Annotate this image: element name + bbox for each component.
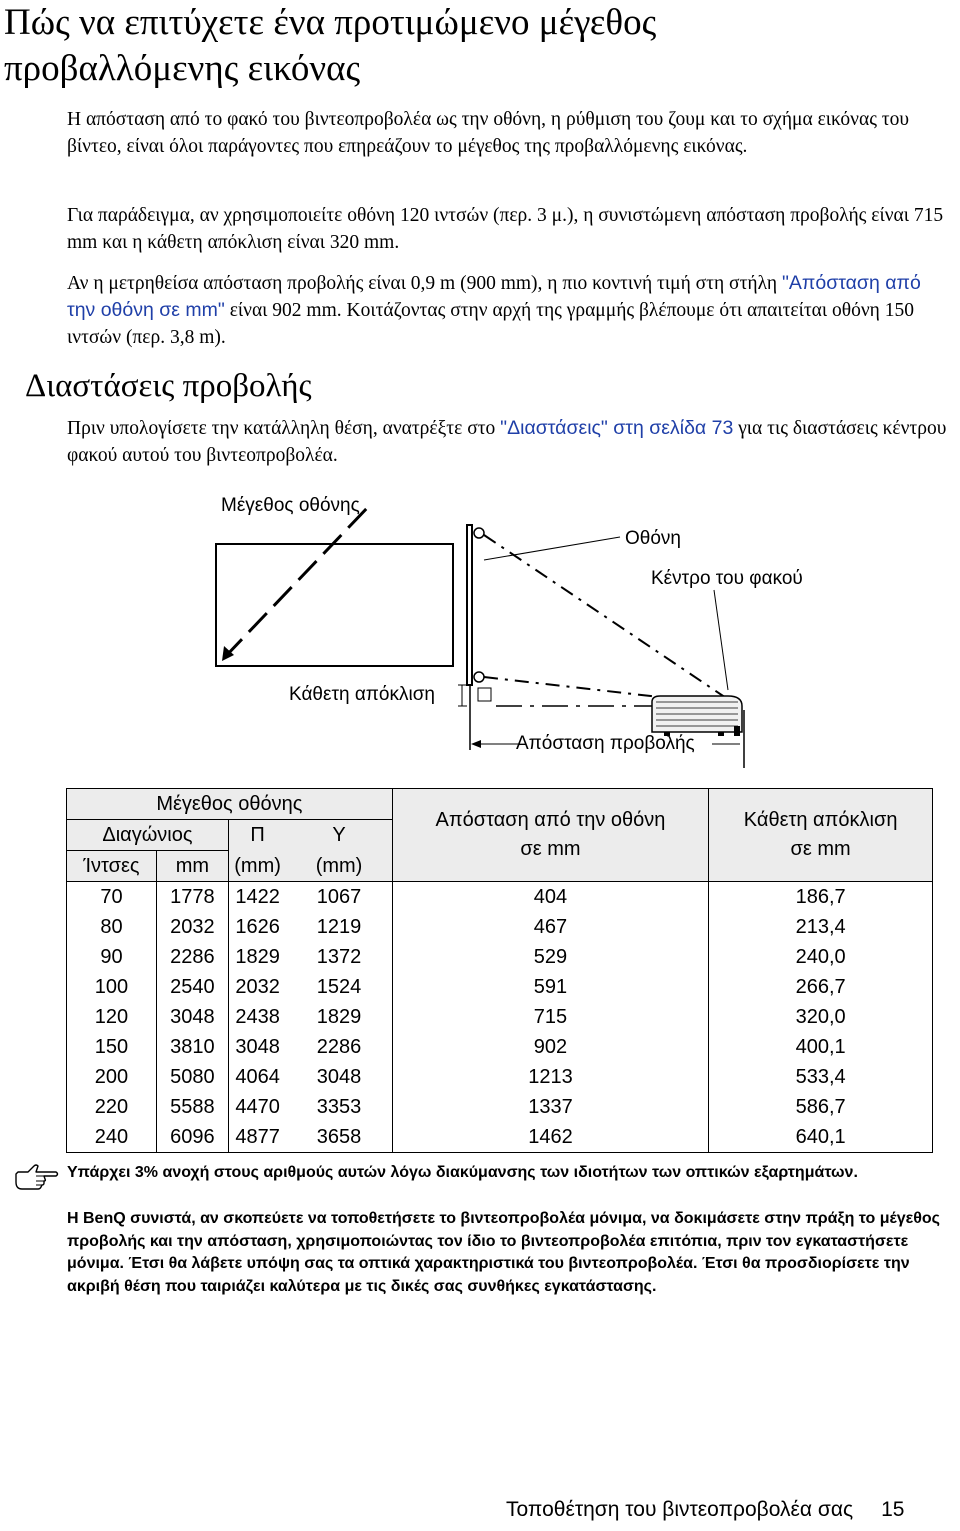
screen-side-view [467, 525, 472, 685]
cell-width: 2438 [228, 1002, 286, 1032]
section-paragraph [67, 415, 947, 469]
screen-leader-line [484, 537, 620, 560]
screen-diagonal-line [224, 506, 369, 658]
screen-label: Οθόνη [625, 528, 681, 549]
lens-center-leader-line [714, 590, 728, 690]
cell-width: 4064 [228, 1062, 286, 1092]
cell-mm: 2286 [156, 942, 228, 972]
cell-mm: 5080 [156, 1062, 228, 1092]
page-footer [506, 1496, 904, 1524]
cell-distance: 715 [392, 1002, 709, 1032]
header-height-unit: (mm) [286, 851, 392, 882]
table-row [67, 912, 933, 942]
cell-inches: 90 [67, 942, 157, 972]
cell-inches: 70 [67, 882, 157, 913]
cell-mm: 2032 [156, 912, 228, 942]
header-distance-line-2: σε mm [520, 838, 581, 860]
header-offset-line-2: σε mm [790, 838, 851, 860]
header-inches: Ίντσες [67, 851, 157, 882]
cell-offset: 533,4 [709, 1062, 933, 1092]
cell-mm: 1778 [156, 882, 228, 913]
page-title-line-1: Πώς να επιτύχετε ένα προτιμώμενο μέγεθος [4, 2, 657, 43]
footer-section-title: Τοποθέτηση του βιντεοπροβολέα σας [506, 1498, 854, 1521]
distance-arrow-left [471, 740, 481, 748]
cell-mm: 5588 [156, 1092, 228, 1122]
header-width-unit: (mm) [228, 851, 286, 882]
offset-right-angle [478, 688, 491, 701]
cell-height: 1524 [286, 972, 392, 1002]
cell-mm: 6096 [156, 1122, 228, 1153]
cell-mm: 3048 [156, 1002, 228, 1032]
cell-offset: 640,1 [709, 1122, 933, 1153]
cell-width: 4877 [228, 1122, 286, 1153]
cell-height: 1829 [286, 1002, 392, 1032]
cell-distance: 1337 [392, 1092, 709, 1122]
cell-inches: 100 [67, 972, 157, 1002]
note-tolerance: Υπάρχει 3% ανοχή στους αριθμούς αυτών λόγω διακύμανσης των ιδιοτήτων των οπτικών εξαρτημάτων. [67, 1164, 858, 1181]
cell-inches: 200 [67, 1062, 157, 1092]
cell-distance: 902 [392, 1032, 709, 1062]
cell-offset: 586,7 [709, 1092, 933, 1122]
table-row [67, 972, 933, 1002]
header-mm: mm [156, 851, 228, 882]
cell-height: 1219 [286, 912, 392, 942]
header-distance-line-1: Απόσταση από την οθόνη [435, 809, 666, 831]
cell-distance: 404 [392, 882, 709, 913]
table-row [67, 1062, 933, 1092]
section-paragraph-end: για τις διαστάσεις κέντρου φακού αυτού του βιντεοπροβολέα. [67, 418, 947, 466]
intro-paragraph-3-end: είναι 902 mm. Κοιτάζοντας στην αρχή της γραμμής βλέπουμε ότι απαιτείται οθόνη 150 ιντσών (περ. 3,8 m). [67, 300, 915, 348]
intro-paragraph-1: Η απόσταση από το φακό του βιντεοπροβολέα ως την οθόνη, η ρύθμιση του ζουμ και το σχήμα εικόνας του βίντεο, είναι όλοι παράγοντες που επηρεάζουν το μέγεθος της προβαλλόμενης εικόνας. [67, 109, 910, 157]
cell-width: 2032 [228, 972, 286, 1002]
cell-distance: 1462 [392, 1122, 709, 1153]
cell-inches: 80 [67, 912, 157, 942]
cell-width: 4470 [228, 1092, 286, 1122]
intro-paragraph-3 [67, 270, 947, 351]
screen-bottom-hook [474, 672, 484, 682]
cell-height: 2286 [286, 1032, 392, 1062]
lens-center-label: Κέντρο του φακού [651, 568, 803, 589]
projector-icon [652, 696, 742, 736]
projection-dimensions-table [66, 788, 933, 1153]
intro-paragraph-3-start: Αν η μετρηθείσα απόσταση προβολής είναι 0,9 m (900 mm), η πιο κοντινή τιμή στη στήλη [67, 273, 782, 294]
vertical-offset-label: Κάθετη απόκλιση [289, 684, 435, 705]
page-title [4, 0, 944, 92]
header-offset [709, 789, 933, 882]
cell-offset: 266,7 [709, 972, 933, 1002]
screen-size-label: Μέγεθος οθόνης [221, 495, 360, 516]
cell-width: 1422 [228, 882, 286, 913]
header-width: Π [228, 820, 286, 851]
cell-height: 3658 [286, 1122, 392, 1153]
distance-column-link[interactable]: "Απόσταση από την οθόνη σε mm" [67, 272, 921, 321]
cell-width: 1626 [228, 912, 286, 942]
cell-height: 1372 [286, 942, 392, 972]
section-paragraph-start: Πριν υπολογίσετε την κατάλληλη θέση, ανατρέξτε στο [67, 418, 501, 439]
header-offset-line-1: Κάθετη απόκλιση [743, 809, 898, 831]
header-screen-size: Μέγεθος οθόνης [67, 789, 393, 820]
cell-mm: 3810 [156, 1032, 228, 1062]
cell-width: 1829 [228, 942, 286, 972]
cell-offset: 213,4 [709, 912, 933, 942]
cell-offset: 240,0 [709, 942, 933, 972]
cell-distance: 467 [392, 912, 709, 942]
cell-distance: 591 [392, 972, 709, 1002]
table-row [67, 1092, 933, 1122]
intro-paragraph-2: Για παράδειγμα, αν χρησιμοποιείτε οθόνη 120 ιντσών (περ. 3 μ.), η συνιστώμενη απόσταση προβολής είναι 715 mm και η κάθετη απόκλιση είναι 320 mm. [67, 205, 944, 253]
table-row [67, 882, 933, 913]
screen-front-view [216, 544, 453, 666]
cell-height: 1067 [286, 882, 392, 913]
header-diagonal: Διαγώνιος [67, 820, 229, 851]
table-row [67, 1002, 933, 1032]
projection-distance-label: Απόσταση προβολής [516, 733, 695, 754]
page-title-line-2: προβαλλόμενης εικόνας [4, 48, 361, 89]
cell-inches: 240 [67, 1122, 157, 1153]
table-row [67, 1032, 933, 1062]
header-distance [392, 789, 709, 882]
section-title: Διαστάσεις προβολής [25, 368, 312, 404]
table-row [67, 1122, 933, 1153]
cell-offset: 186,7 [709, 882, 933, 913]
cell-inches: 220 [67, 1092, 157, 1122]
cell-inches: 120 [67, 1002, 157, 1032]
page-number: 15 [881, 1498, 905, 1521]
dimensions-page-link[interactable]: "Διαστάσεις" στη σελίδα 73 [500, 417, 734, 439]
cell-offset: 400,1 [709, 1032, 933, 1062]
pointing-hand-icon [14, 1162, 60, 1190]
table-row [67, 942, 933, 972]
screen-top-hook [474, 528, 484, 538]
projection-diagram [0, 480, 960, 780]
cell-height: 3353 [286, 1092, 392, 1122]
cell-inches: 150 [67, 1032, 157, 1062]
header-height: Υ [286, 820, 392, 851]
cell-distance: 1213 [392, 1062, 709, 1092]
cell-width: 3048 [228, 1032, 286, 1062]
note-recommendation: Η BenQ συνιστά, αν σκοπεύετε να τοποθετήσετε το βιντεοπροβολέα μόνιμα, να δοκιμάσετε στην πράξη το μέγεθος προβολής και την απόσταση, χρησιμοποιώντας τον ίδιο το βιντεοπροβολέα επιτόπια, πριν τον εγκαταστήσετε μόνιμα. Έτσι θα λάβετε υπόψη σας τα οπτικά χαρακτηριστικά του βιντεοπροβολέα. Έτσι θα προσδιορίσετε την ακριβή θέση που ταιριάζει καλύτερα με τις δικές σας συνθήκες εγκατάστασης. [67, 1210, 940, 1295]
cell-mm: 2540 [156, 972, 228, 1002]
cell-offset: 320,0 [709, 1002, 933, 1032]
cell-height: 3048 [286, 1062, 392, 1092]
cell-distance: 529 [392, 942, 709, 972]
